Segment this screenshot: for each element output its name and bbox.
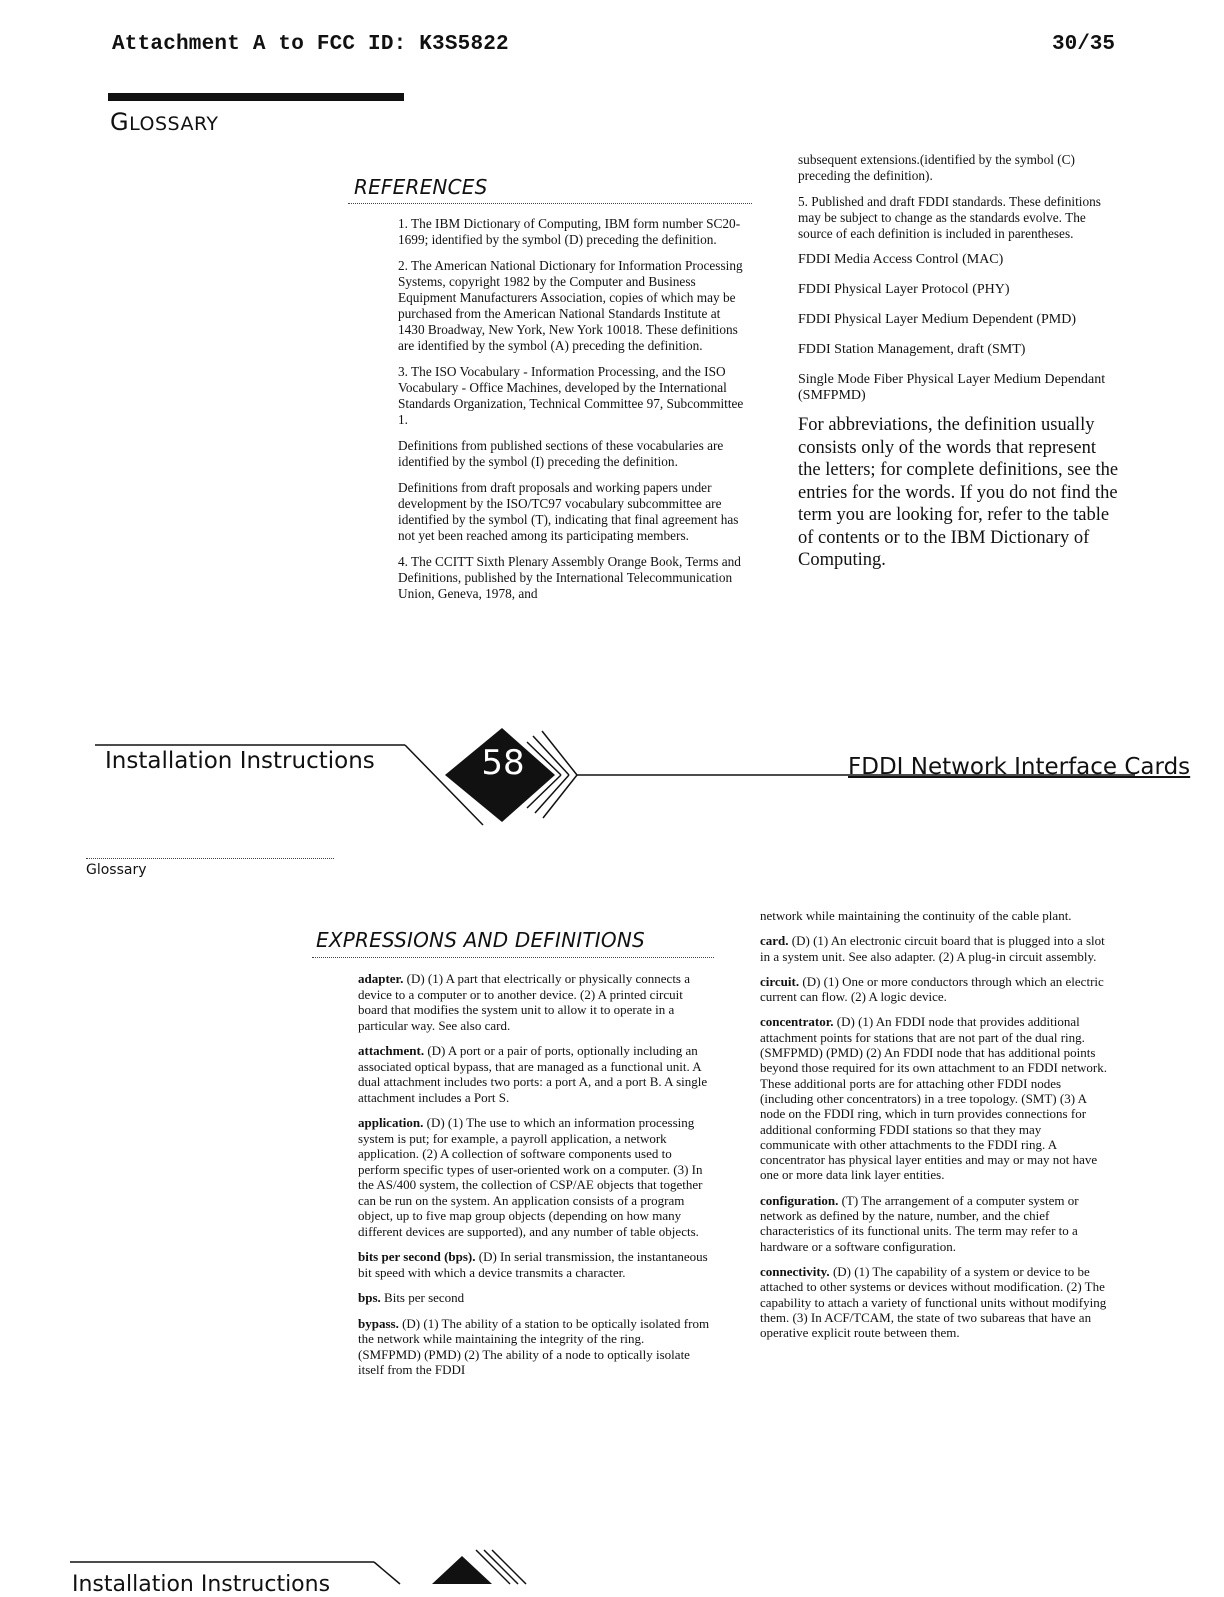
reference-item: 5. Published and draft FDDI standards. These definitions may be subject to change as the standards evolve. The source of each definition is included in parentheses. bbox=[798, 194, 1101, 241]
abbreviation-note: For abbreviations, the definition usually consists only of the words that represent the letters; for complete definitions, see the entries for the words. If you do not find the term you are looking for, refer to the table of contents or to the IBM Dictionary of Computing. bbox=[798, 415, 1119, 570]
references-heading: REFERENCES bbox=[354, 175, 488, 199]
definition-entry: adapter. (D) (1) A part that electrically or physically connects a device to a computer or to another device. (2) A printed circuit board that modifies the system unit to allow it to operate in a particular way. See also card. bbox=[358, 971, 691, 1033]
definition-entry: bps. Bits per second bbox=[358, 1290, 465, 1305]
reference-item: subsequent extensions.(identified by the symbol (C) preceding the definition). bbox=[798, 152, 1075, 183]
definition-continuation: network while maintaining the continuity of the cable plant. bbox=[760, 908, 1072, 923]
definition-entry: connectivity. (D) (1) The capability of a system or device to be attached to other systems or devices without modification. (2) The capability to attach a variety of functional units without modifying them. (3) In ACF/TCAM, the state of two subareas that have an operative explicit route between them. bbox=[760, 1263, 1107, 1341]
reference-item: Definitions from published sections of these vocabularies are identified by the symbol (I) preceding the definition. bbox=[398, 438, 724, 469]
definition-entry: configuration. (T) The arrangement of a computer system or network as defined by the nature, number, and the chief characteristics of its functional units. The term may refer to a hardware or a software configuration. bbox=[760, 1192, 1079, 1254]
footer-decoration bbox=[95, 730, 1191, 840]
title-rule bbox=[108, 93, 404, 101]
standard-item: FDDI Media Access Control (MAC) bbox=[798, 252, 1004, 267]
definitions-right-column bbox=[760, 908, 1110, 1350]
definition-entry: bits per second (bps). (D) In serial transmission, the instantaneous bit speed with which a device transmits a character. bbox=[358, 1249, 708, 1280]
footer-title-left: Installation Instructions bbox=[105, 748, 375, 774]
reference-item: 2. The American National Dictionary for Information Processing Systems, copyright 1982 by the Computer and Business Equipment Manufacturers Association, copies of which may be purchased from the American National Standards Institute at 1430 Broadway, New York, New York 10018. These definitions are identified by the symbol (A) preceding the definition. bbox=[398, 258, 743, 353]
references-right-column bbox=[798, 152, 1120, 582]
footer-title-right: FDDI Network Interface Cards bbox=[848, 754, 1191, 780]
reference-item: 3. The ISO Vocabulary - Information Processing, and the ISO Vocabulary - Office Machines, developed by the International Standards Organization, Technical Committee 97, Subcommittee 1. bbox=[398, 364, 744, 427]
definition-entry: circuit. (D) (1) One or more conductors through which an electric current can flow. (2) A logic device. bbox=[760, 973, 1104, 1005]
reference-item: 4. The CCITT Sixth Plenary Assembly Orange Book, Terms and Definitions, published by the International Telecommunication Union, Geneva, 1978, and bbox=[398, 554, 741, 601]
standard-item: FDDI Physical Layer Medium Dependent (PMD) bbox=[798, 312, 1077, 327]
definition-entry: attachment. (D) A port or a pair of ports, optionally including an associated optical bypass, that are managed as a functional unit. A dual attachment includes two ports: a port A, and a port B. A single attachment includes a Port S. bbox=[358, 1043, 708, 1105]
standard-item: FDDI Physical Layer Protocol (PHY) bbox=[798, 282, 1010, 297]
page-title: GLOSSARY bbox=[110, 108, 219, 136]
running-head: Glossary bbox=[86, 862, 147, 878]
reference-item: 1. The IBM Dictionary of Computing, IBM form number SC20-1699; identified by the symbol (D) preceding the definition. bbox=[398, 216, 741, 247]
footer-title-left-bottom: Installation Instructions bbox=[72, 1572, 331, 1597]
running-head-divider bbox=[86, 858, 334, 859]
references-left-column bbox=[398, 216, 750, 612]
definitions-left-column bbox=[358, 971, 710, 1388]
page-number: 58 bbox=[481, 743, 525, 783]
definition-entry: card. (D) (1) An electronic circuit board that is plugged into a slot in a system unit. See also adapter. (2) A plug-in circuit assembly. bbox=[760, 933, 1105, 964]
fcc-attachment-header: Attachment A to FCC ID: K3S5822 bbox=[112, 33, 509, 56]
expressions-divider bbox=[312, 957, 714, 958]
definition-entry: concentrator. (D) (1) An FDDI node that provides additional attachment points for stations that are not part of the dual ring. (SMFPMD) (PMD) (2) An FDDI node that has additional points beyond those required for its own attachment to an FDDI network. These additional ports are for attaching other FDDI nodes (including other concentrators) in a tree topology. (SMT) (3) A node on the FDDI ring, which in turn provides connections for additional conforming FDDI stations so that they may communicate with other attachments to the FDDI ring. A concentrator has physical layer entities and may or may not have one or more data link layer entities. bbox=[760, 1014, 1107, 1183]
standard-item: Single Mode Fiber Physical Layer Medium Dependant (SMFPMD) bbox=[798, 372, 1106, 403]
expressions-heading: EXPRESSIONS AND DEFINITIONS bbox=[316, 928, 645, 952]
references-divider bbox=[348, 203, 752, 204]
page-counter: 30/35 bbox=[1052, 33, 1116, 56]
definition-entry: application. (D) (1) The use to which an information processing system is put; for example, a payroll application, a network application. (2) A collection of software components used to perform specific types of user-oriented work on a computer. (3) In the AS/400 system, the collection of CSP/AE objects that together can be run on the system. An application consists of a program object, up to five map group objects (depending on how many different devices are supported), and any number of table objects. bbox=[358, 1115, 703, 1239]
standard-item: FDDI Station Management, draft (SMT) bbox=[798, 342, 1026, 357]
reference-item: Definitions from draft proposals and working papers under development by the ISO/TC97 vocabulary subcommittee are identified by the symbol (T), indicating that final agreement has not yet been reached among its participating members. bbox=[398, 480, 739, 543]
definition-entry: bypass. (D) (1) The ability of a station to be optically isolated from the network while maintaining the integrity of the ring. (SMFPMD) (PMD) (2) The ability of a node to optically isolate itself from the FDDI bbox=[358, 1315, 710, 1377]
